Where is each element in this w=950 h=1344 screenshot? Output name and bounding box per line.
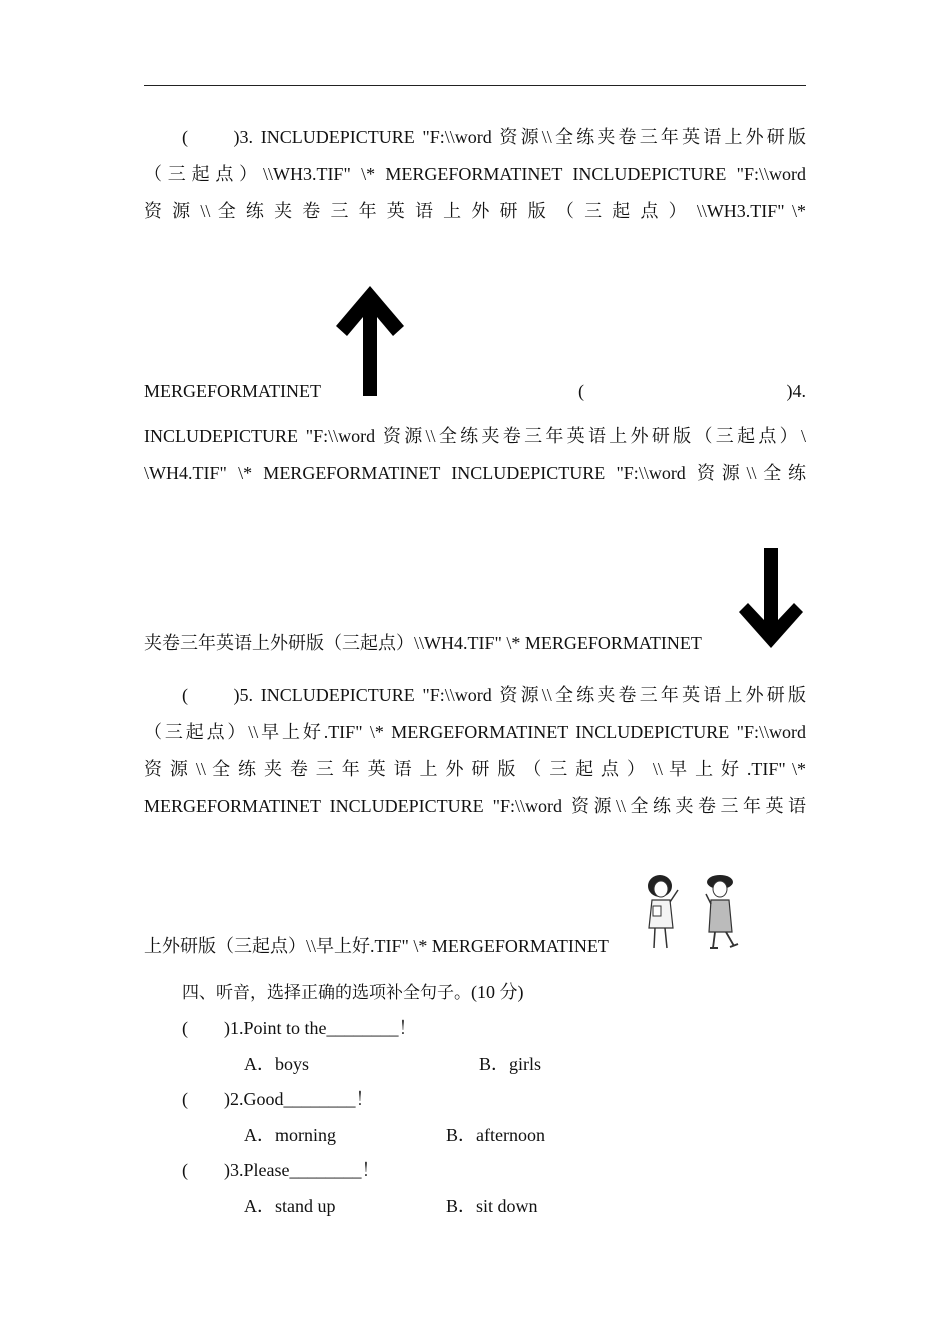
two-women-greeting-image xyxy=(640,872,748,954)
q4-line-2: \WH4.TIF" \* MERGEFORMATINET INCLUDEPICTURE "F:\\word 资源\\全练 xyxy=(144,463,806,483)
q3-line-1: ( )3. INCLUDEPICTURE "F:\\word 资源\\全练夹卷三年英语上外研版 xyxy=(182,127,806,147)
s4-q1-option-a: A．boys xyxy=(244,1054,310,1074)
s4-q1-option-b: B．girls xyxy=(479,1054,542,1074)
q5-line-3: 资 源 \\ 全 练 夹 卷 三 年 英 语 上 外 研 版 （ 三 起 点 ） \\ 早 上 好 .TIF" \* xyxy=(144,759,806,779)
q3-line-2: （三起点）\\WH3.TIF" \* MERGEFORMATINET INCLUDEPICTURE "F:\\word xyxy=(144,164,806,184)
q5-line-5: 上外研版（三起点）\\早上好.TIF" \* MERGEFORMATINET xyxy=(144,936,609,956)
section-4-heading xyxy=(182,981,524,1004)
q3-line-3: 资 源 \\ 全 练 夹 卷 三 年 英 语 上 外 研 版 （ 三 起 点 ） \\WH3.TIF" \* xyxy=(144,201,806,221)
s4-question-1: ( )1.Point to the________！ xyxy=(182,1018,417,1038)
q4-line-3: 夹卷三年英语上外研版（三起点）\\WH4.TIF" \* MERGEFORMATINET xyxy=(144,633,702,653)
q4-number: )4. xyxy=(786,381,806,401)
q5-line-1: ( )5. INCLUDEPICTURE "F:\\word 资源\\全练夹卷三年英语上外研版 xyxy=(182,685,806,705)
s4-q2-option-b: B．afternoon xyxy=(446,1125,545,1145)
s4-question-3: ( )3.Please________！ xyxy=(182,1160,380,1180)
s4-q2-option-a: A．morning xyxy=(244,1125,336,1145)
q3-line-4: MERGEFORMATINET xyxy=(144,381,322,401)
s4-q3-option-a: A．stand up xyxy=(244,1196,336,1216)
down-arrow-icon xyxy=(738,546,804,650)
q5-line-2: （三起点）\\早上好.TIF" \* MERGEFORMATINET INCLUDEPICTURE "F:\\word xyxy=(144,722,806,742)
section-4-score: (10 分) xyxy=(471,982,524,1002)
header-rule xyxy=(144,85,806,86)
section-4-title: 四、听音，选择正确的选项补全句子。 xyxy=(182,983,471,1003)
s4-question-2: ( )2.Good________！ xyxy=(182,1089,374,1109)
up-arrow-icon xyxy=(334,284,406,398)
q4-line-1: INCLUDEPICTURE "F:\\word 资源\\全练夹卷三年英语上外研版（三起点）\ xyxy=(144,426,806,446)
q4-paren-open: ( xyxy=(578,381,584,401)
q5-line-4: MERGEFORMATINET INCLUDEPICTURE "F:\\word 资源\\全练夹卷三年英语 xyxy=(144,796,806,816)
s4-q3-option-b: B．sit down xyxy=(446,1196,538,1216)
